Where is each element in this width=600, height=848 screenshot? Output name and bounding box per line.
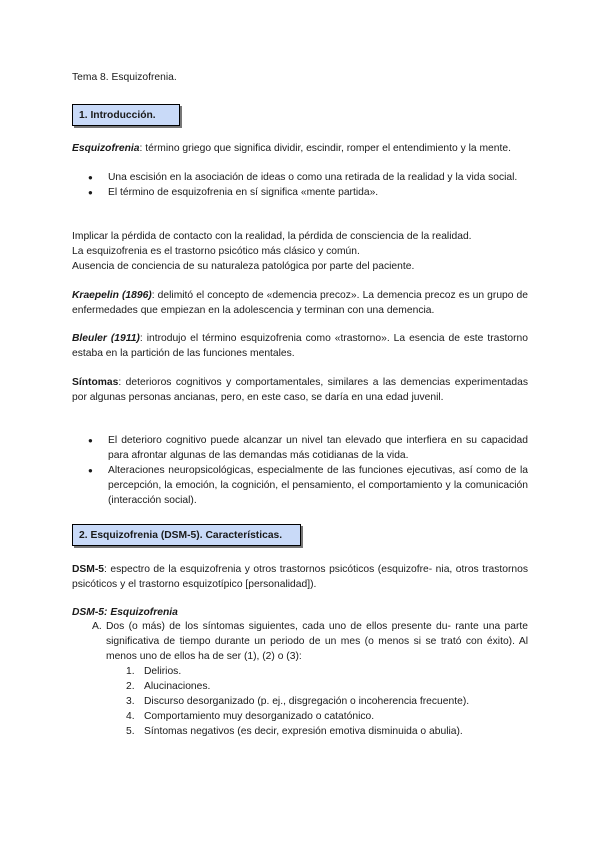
list-number: 2.	[126, 681, 135, 692]
definition-text: : término griego que significa dividir, escindir, romper el entendimiento y la mente.	[139, 143, 511, 154]
dsm-subheading-text: DSM-5: Esquizofrenia	[72, 607, 178, 618]
text-line: Implicar la pérdida de contacto con la realidad, la pérdida de consciencia de la realidad.	[72, 231, 472, 242]
section-heading-dsm5: 2. Esquizofrenia (DSM-5). Características.	[72, 524, 301, 546]
dsm-subheading	[72, 605, 528, 620]
bleuler-paragraph	[72, 331, 528, 361]
dsm-term: DSM-5	[72, 564, 105, 575]
list-item: ● El deterioro cognitivo puede alcanzar un nivel tan elevado que interfiera en su capacidad para afrontar algunas de las demandas más cotidianas de la vida.	[72, 433, 528, 463]
definition-term: Esquizofrenia	[72, 143, 140, 154]
criterion-text: Dos (o más) de los síntomas siguientes, cada uno de ellos presente du- rante una parte significativa de tiempo durante un periodo de un mes (o menos si se trató con éxito). Al menos uno de ellos ha de ser (1), (2) o (3):	[106, 621, 528, 662]
dsm-paragraph	[72, 562, 528, 592]
sintomas-term: Síntomas	[72, 377, 119, 388]
list-item	[116, 694, 528, 709]
criterion-letter: A.	[92, 621, 102, 632]
bleuler-text: : introdujo el término esquizofrenia como «trastorno». La esencia de este trastorno estaba en la partición de las funciones mentales.	[72, 333, 528, 359]
text-line: La esquizofrenia es el trastorno psicótico más clásico y común.	[72, 246, 360, 257]
list-item: ● El término de esquizofrenia en sí significa «mente partida».	[72, 185, 528, 200]
list-item: ● Alteraciones neuropsicológicas, especialmente de las funciones ejecutivas, así como de la percepción, la emoción, la cognición, el pensamiento, el comportamiento y la comunicación (interacción social).	[72, 463, 528, 508]
list-text: Delirios.	[144, 666, 182, 677]
list-item	[116, 709, 528, 724]
list-item	[116, 664, 528, 679]
definition-bullet-list	[72, 170, 528, 200]
list-text: Síntomas negativos (es decir, expresión emotiva disminuida o abulia).	[144, 726, 463, 737]
document-title: Tema 8. Esquizofrenia.	[72, 72, 177, 83]
sintomas-text: : deterioros cognitivos y comportamentales, similares a las demencias experimentadas por algunas personas ancianas, pero, en este caso, se daría en una edad juvenil.	[72, 377, 528, 403]
sintomas-paragraph	[72, 375, 528, 405]
numbered-list	[116, 664, 528, 739]
list-item	[116, 724, 528, 739]
dsm-text: : espectro de la esquizofrenia y otros trastornos psicóticos (esquizofre- nia, otros trastornos psicóticos y el trastorno esquizotípico [personalidad]).	[72, 564, 528, 590]
kraepelin-term: Kraepelin (1896)	[72, 290, 152, 301]
section-heading-introduccion: 1. Introducción.	[72, 104, 180, 126]
kraepelin-text: : delimitó el concepto de «demencia precoz». La demencia precoz es un grupo de enfermedades que empiezan en la adolescencia y terminan con una demencia.	[72, 290, 528, 316]
list-number: 3.	[126, 696, 135, 707]
list-number: 1.	[126, 666, 135, 677]
list-number: 5.	[126, 726, 135, 737]
definition-paragraph	[72, 141, 528, 156]
text-line: Ausencia de conciencia de su naturaleza patológica por parte del paciente.	[72, 261, 415, 272]
list-item	[116, 679, 528, 694]
list-text: Alucinaciones.	[144, 681, 211, 692]
sintomas-bullet-list	[72, 433, 528, 508]
criterion-a	[92, 619, 528, 664]
list-text: Comportamiento muy desorganizado o catatónico.	[144, 711, 375, 722]
kraepelin-paragraph	[72, 288, 528, 318]
bleuler-term: Bleuler (1911)	[72, 333, 140, 344]
list-number: 4.	[126, 711, 135, 722]
list-text: Discurso desorganizado (p. ej., disgregación o incoherencia frecuente).	[144, 696, 470, 707]
list-item: ● Una escisión en la asociación de ideas o como una retirada de la realidad y la vida social.	[72, 170, 528, 185]
intro-lines	[72, 229, 528, 274]
